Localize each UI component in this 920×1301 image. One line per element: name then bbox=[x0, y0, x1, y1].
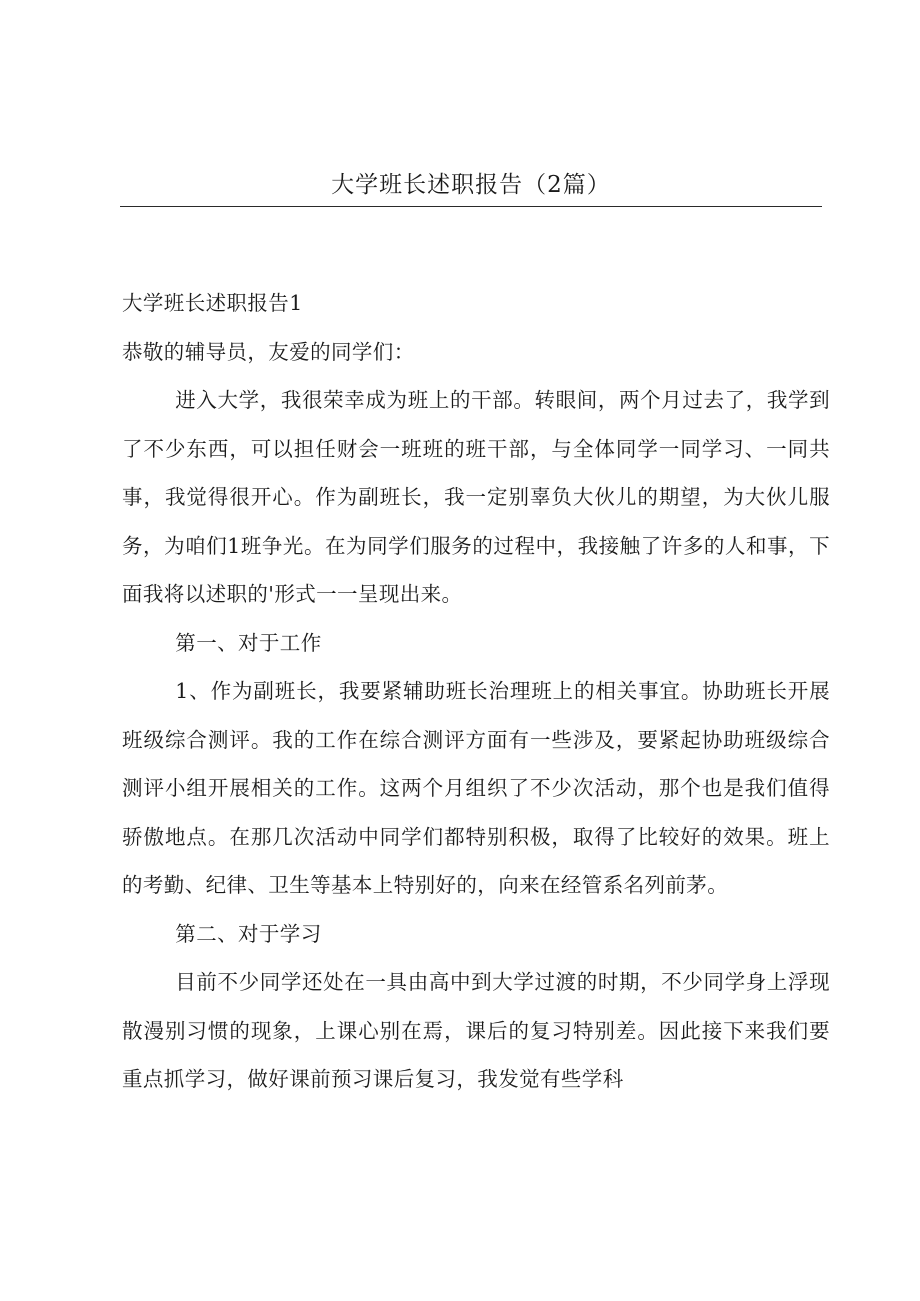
section-heading-work: 第一、对于工作 bbox=[175, 630, 322, 655]
paragraph-intro: 进入大学，我很荣幸成为班上的干部。转眼间，两个月过去了，我学到了不少东西，可以担任财会一班班的班干部，与全体同学一同学习、一同共事，我觉得很开心。作为副班长，我一定别辜负大伙儿的期望，为大伙儿服务，为咱们1班争光。在为同学们服务的过程中，我接触了许多的人和事，下面我将以述职的'形式一一呈现出来。 bbox=[122, 388, 830, 606]
report-subtitle: 大学班长述职报告1 bbox=[122, 291, 303, 315]
title-underline bbox=[120, 206, 822, 207]
document-title: 大学班长述职报告（2篇） bbox=[331, 172, 611, 198]
paragraph-study: 目前不少同学还处在一具由高中到大学过渡的时期，不少同学身上浮现散漫别习惯的现象，上课心别在焉，课后的复习特别差。因此接下来我们要重点抓学习，做好课前预习课后复习，我发觉有些学科 bbox=[122, 970, 830, 1091]
salutation: 恭敬的辅导员，友爱的同学们： bbox=[122, 339, 415, 364]
document-body bbox=[122, 279, 830, 1104]
paragraph-work: 1、作为副班长，我要紧辅助班长治理班上的相关事宜。协助班长开展班级综合测评。我的工作在综合测评方面有一些涉及，要紧起协助班级综合测评小组开展相关的工作。这两个月组织了不少次活动，那个也是我们值得骄傲地点。在那几次活动中同学们都特别积极，取得了比较好的效果。班上的考勤、纪律、卫生等基本上特别好的，向来在经管系名列前茅。 bbox=[122, 679, 830, 897]
section-heading-study: 第二、对于学习 bbox=[175, 921, 322, 946]
